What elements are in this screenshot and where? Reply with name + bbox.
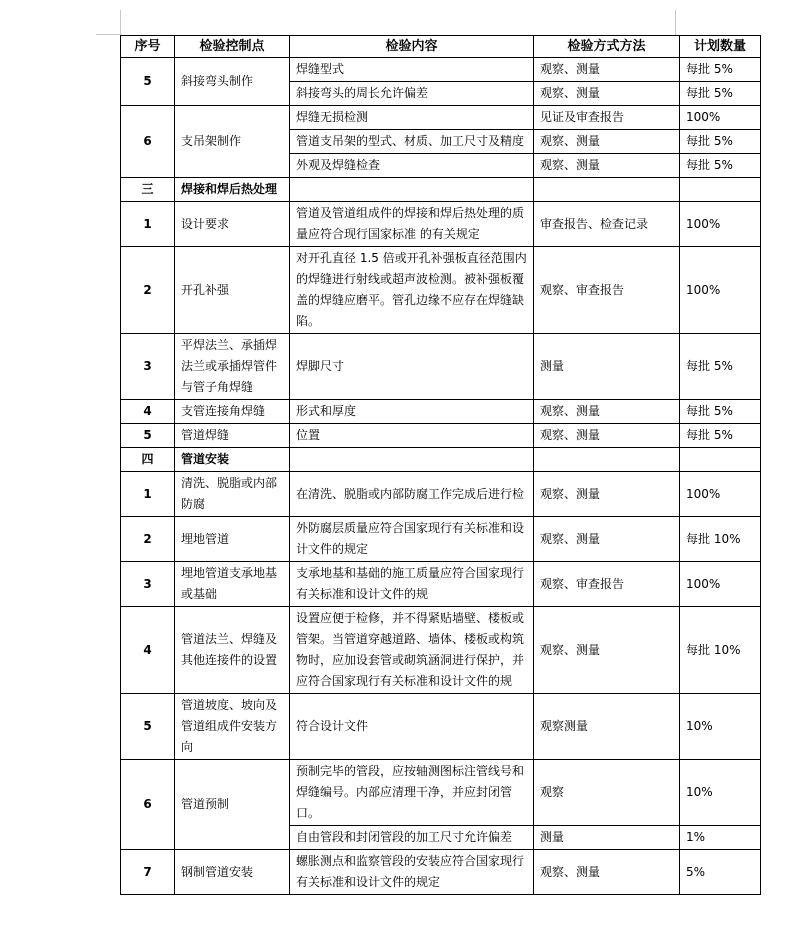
table-cell: 100% — [680, 247, 761, 334]
table-cell: 测量 — [534, 334, 680, 400]
table-cell: 4 — [121, 607, 175, 694]
table-cell: 100% — [680, 202, 761, 247]
table-cell: 位置 — [290, 424, 534, 448]
table-cell: 自由管段和封闭管段的加工尺寸允许偏差 — [290, 826, 534, 850]
table-cell: 螺胀测点和监察管段的安装应符合国家现行有关标准和设计文件的规定 — [290, 850, 534, 895]
header-cell: 检验方式方法 — [534, 36, 680, 58]
table-header-row — [121, 36, 761, 58]
table-cell: 每批 5% — [680, 58, 761, 82]
table-cell: 设置应便于检修，并不得紧贴墙壁、楼板或管架。当管道穿越道路、墙体、楼板或构筑物时，应加设套管或砌筑涵洞进行保护，并应符合国家现行有关标准和设计文件的规 — [290, 607, 534, 694]
header-cell: 检验内容 — [290, 36, 534, 58]
table-cell: 斜接弯头制作 — [175, 58, 290, 106]
table-cell: 观察、测量 — [534, 82, 680, 106]
table-cell: 观察、测量 — [534, 424, 680, 448]
table-cell: 100% — [680, 562, 761, 607]
table-cell: 观察、测量 — [534, 154, 680, 178]
table-cell: 埋地管道 — [175, 517, 290, 562]
table-cell: 5% — [680, 850, 761, 895]
header-cell: 检验控制点 — [175, 36, 290, 58]
page-corner-mark-left-h — [96, 34, 120, 35]
table-cell: 管道焊缝 — [175, 424, 290, 448]
table-cell: 观察、审查报告 — [534, 247, 680, 334]
table-cell: 2 — [121, 517, 175, 562]
table-cell: 审查报告、检查记录 — [534, 202, 680, 247]
table-cell: 钢制管道安装 — [175, 850, 290, 895]
table-cell: 2 — [121, 247, 175, 334]
table-cell: 外防腐层质量应符合国家现行有关标准和设计文件的规定 — [290, 517, 534, 562]
table-cell: 每批 5% — [680, 334, 761, 400]
table-row — [121, 472, 761, 517]
table-cell: 管道预制 — [175, 760, 290, 850]
table-cell: 观察、测量 — [534, 850, 680, 895]
table-cell: 5 — [121, 694, 175, 760]
table-cell: 观察、测量 — [534, 130, 680, 154]
table-row — [121, 202, 761, 247]
table-cell: 每批 5% — [680, 424, 761, 448]
table-cell — [680, 178, 761, 202]
table-row — [121, 58, 761, 82]
table-row — [121, 607, 761, 694]
table-cell: 四 — [121, 448, 175, 472]
table-cell: 清洗、脱脂或内部防腐 — [175, 472, 290, 517]
table-cell: 焊缝型式 — [290, 58, 534, 82]
table-cell: 10% — [680, 760, 761, 826]
table-cell: 平焊法兰、承插焊法兰或承插焊管件与管子角焊缝 — [175, 334, 290, 400]
table-cell: 1 — [121, 202, 175, 247]
table-cell: 管道安装 — [175, 448, 290, 472]
table-cell: 形式和厚度 — [290, 400, 534, 424]
table-cell: 符合设计文件 — [290, 694, 534, 760]
table-row — [121, 562, 761, 607]
table-body — [121, 58, 761, 895]
table-cell: 每批 10% — [680, 517, 761, 562]
table-cell: 对开孔直径 1.5 倍或开孔补强板直径范围内的焊缝进行射线或超声波检测。被补强板覆盖的焊缝应磨平。管孔边缘不应存在焊缝缺陷。 — [290, 247, 534, 334]
table-cell: 6 — [121, 760, 175, 850]
table-cell: 预制完毕的管段，应按轴测图标注管线号和焊缝编号。内部应清理干净，并应封闭管口。 — [290, 760, 534, 826]
table-cell — [534, 448, 680, 472]
table-cell: 见证及审查报告 — [534, 106, 680, 130]
table-cell: 支吊架制作 — [175, 106, 290, 178]
table-cell: 每批 5% — [680, 400, 761, 424]
page-corner-mark-left-v — [120, 10, 121, 35]
table-row — [121, 400, 761, 424]
table-cell: 焊脚尺寸 — [290, 334, 534, 400]
table-cell: 1% — [680, 826, 761, 850]
table-cell: 10% — [680, 694, 761, 760]
table-row — [121, 760, 761, 826]
table-cell: 观察、审查报告 — [534, 562, 680, 607]
table-row — [121, 178, 761, 202]
table-cell: 观察、测量 — [534, 472, 680, 517]
table-cell: 管道支吊架的型式、材质、加工尺寸及精度 — [290, 130, 534, 154]
table-cell: 7 — [121, 850, 175, 895]
table-cell: 观察 — [534, 760, 680, 826]
table-cell: 100% — [680, 106, 761, 130]
table-row — [121, 850, 761, 895]
table-row — [121, 694, 761, 760]
table-cell: 1 — [121, 472, 175, 517]
table-cell — [290, 178, 534, 202]
table-row — [121, 247, 761, 334]
table-cell: 斜接弯头的周长允许偏差 — [290, 82, 534, 106]
table-cell: 5 — [121, 58, 175, 106]
table-row — [121, 334, 761, 400]
table-row — [121, 106, 761, 130]
table-cell: 管道法兰、焊缝及其他连接件的设置 — [175, 607, 290, 694]
table-cell: 100% — [680, 472, 761, 517]
page-corner-mark-right-v — [675, 10, 676, 35]
table-cell: 埋地管道支承地基或基础 — [175, 562, 290, 607]
table-cell: 每批 10% — [680, 607, 761, 694]
table-cell — [680, 448, 761, 472]
table-cell — [534, 178, 680, 202]
table-cell: 观察、测量 — [534, 607, 680, 694]
table-cell: 设计要求 — [175, 202, 290, 247]
table-cell: 外观及焊缝检查 — [290, 154, 534, 178]
table-cell: 每批 5% — [680, 82, 761, 106]
table-cell: 6 — [121, 106, 175, 178]
table-cell: 观察测量 — [534, 694, 680, 760]
table-cell: 在清洗、脱脂或内部防腐工作完成后进行检 — [290, 472, 534, 517]
table-cell: 3 — [121, 562, 175, 607]
table-row — [121, 424, 761, 448]
inspection-table — [120, 35, 761, 895]
table-cell: 开孔补强 — [175, 247, 290, 334]
table-cell: 4 — [121, 400, 175, 424]
table-cell: 支承地基和基础的施工质量应符合国家现行有关标准和设计文件的规 — [290, 562, 534, 607]
table-row — [121, 448, 761, 472]
table-cell: 观察、测量 — [534, 58, 680, 82]
header-cell: 计划数量 — [680, 36, 761, 58]
table-cell: 管道坡度、坡向及管道组成件安装方向 — [175, 694, 290, 760]
table-cell: 观察、测量 — [534, 517, 680, 562]
table-cell: 5 — [121, 424, 175, 448]
header-cell: 序号 — [121, 36, 175, 58]
table-cell: 观察、测量 — [534, 400, 680, 424]
table-cell — [290, 448, 534, 472]
table-cell: 三 — [121, 178, 175, 202]
table-cell: 3 — [121, 334, 175, 400]
table-cell: 每批 5% — [680, 130, 761, 154]
table-cell: 测量 — [534, 826, 680, 850]
table-cell: 焊缝无损检测 — [290, 106, 534, 130]
table-cell: 支管连接角焊缝 — [175, 400, 290, 424]
table-row — [121, 517, 761, 562]
table-cell: 焊接和焊后热处理 — [175, 178, 290, 202]
table-cell: 每批 5% — [680, 154, 761, 178]
table-cell: 管道及管道组成件的焊接和焊后热处理的质量应符合现行国家标准 的有关规定 — [290, 202, 534, 247]
